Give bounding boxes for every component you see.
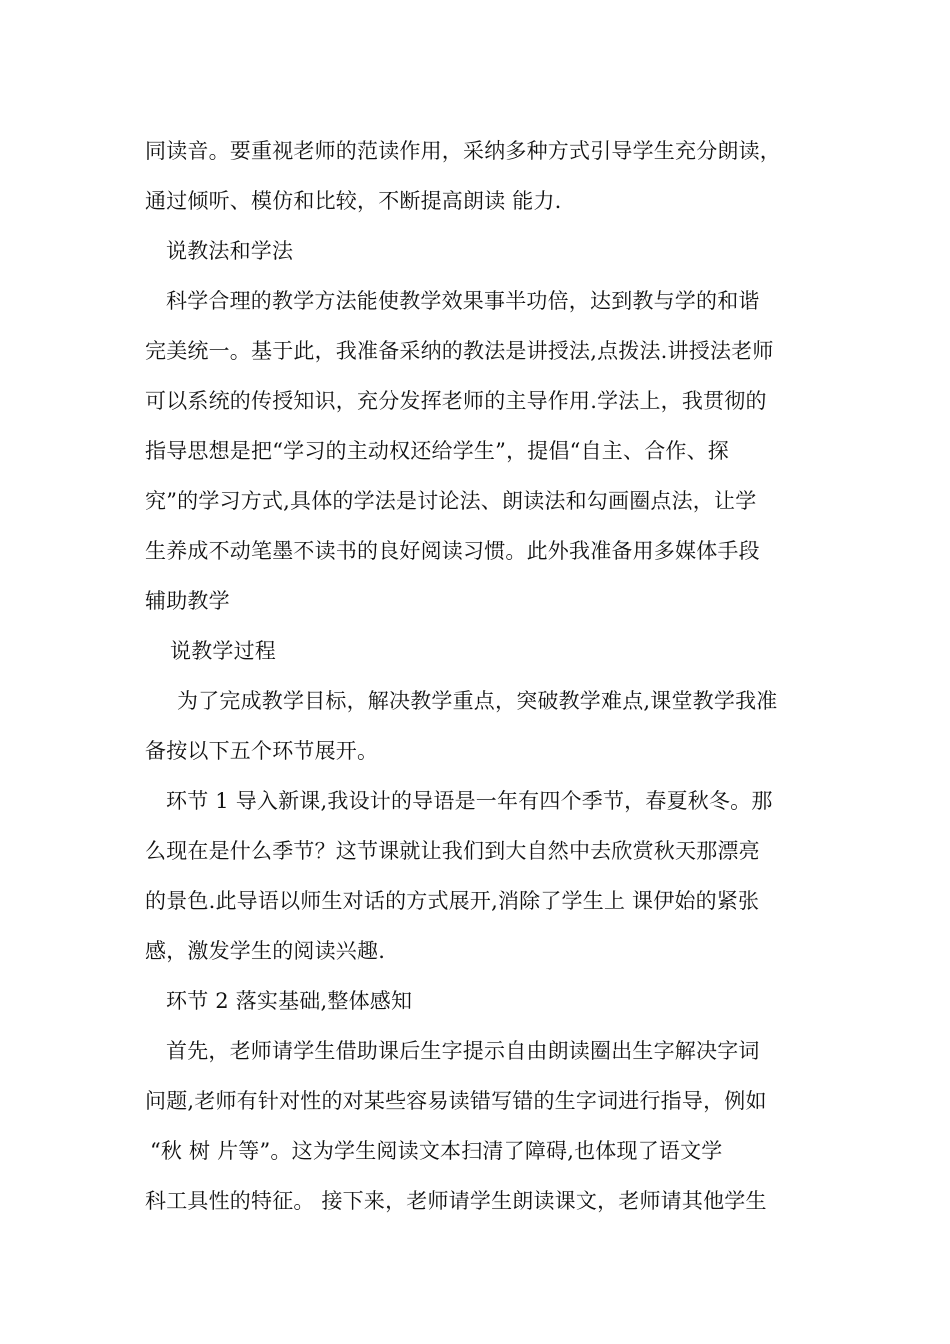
text-line: 完美统一。基于此，我准备采纳的教法是讲授法,点拨法.讲授法老师 <box>145 339 774 363</box>
text-line: 环节 2 落实基础,整体感知 <box>166 989 413 1013</box>
text-line: 究”的学习方式,具体的学法是讨论法、朗读法和勾画圈点法，让学 <box>145 489 757 513</box>
text-line: 科工具性的特征。 接下来，老师请学生朗读课文，老师请其他学生 <box>145 1189 767 1213</box>
text-line: 么现在是什么季节？这节课就让我们到大自然中去欣赏秋天那漂亮 <box>145 839 760 863</box>
text-line: 指导思想是把“学习的主动权还给学生”，提倡“自主、合作、探 <box>145 439 730 463</box>
text-line: 备按以下五个环节展开。 <box>145 739 379 763</box>
section-heading: 说教学过程 <box>170 639 276 663</box>
text-line: 问题,老师有针对性的对某些容易读错写错的生字词进行指导，例如 <box>145 1089 767 1113</box>
text-line: 为了完成教学目标，解决教学重点，突破教学难点,课堂教学我准 <box>177 689 778 713</box>
text-line: “秋 树 片等”。这为学生阅读文本扫清了障碍,也体现了语文学 <box>150 1139 723 1163</box>
text-line: 环节 1 导入新课,我设计的导语是一年有四个季节，春夏秋冬。那 <box>166 789 773 813</box>
text-line: 生养成不动笔墨不读书的良好阅读习惯。此外我准备用多媒体手段 <box>145 539 760 563</box>
text-line: 科学合理的教学方法能使教学效果事半功倍，达到教与学的和谐 <box>166 289 760 313</box>
text-line: 可以系统的传授知识，充分发挥老师的主导作用.学法上，我贯彻的 <box>145 389 767 413</box>
section-heading: 说教法和学法 <box>166 239 294 263</box>
text-line: 同读音。要重视老师的范读作用，采纳多种方式引导学生充分朗读， <box>145 139 781 163</box>
text-line: 辅助教学 <box>145 589 230 613</box>
text-line: 的景色.此导语以师生对话的方式展开,消除了学生上 课伊始的紧张 <box>145 889 760 913</box>
text-line: 通过倾听、模仿和比较，不断提高朗读 能力. <box>145 189 562 213</box>
text-line: 首先，老师请学生借助课后生字提示自由朗读圈出生字解决字词 <box>166 1039 760 1063</box>
text-line: 感，激发学生的阅读兴趣. <box>145 939 386 963</box>
